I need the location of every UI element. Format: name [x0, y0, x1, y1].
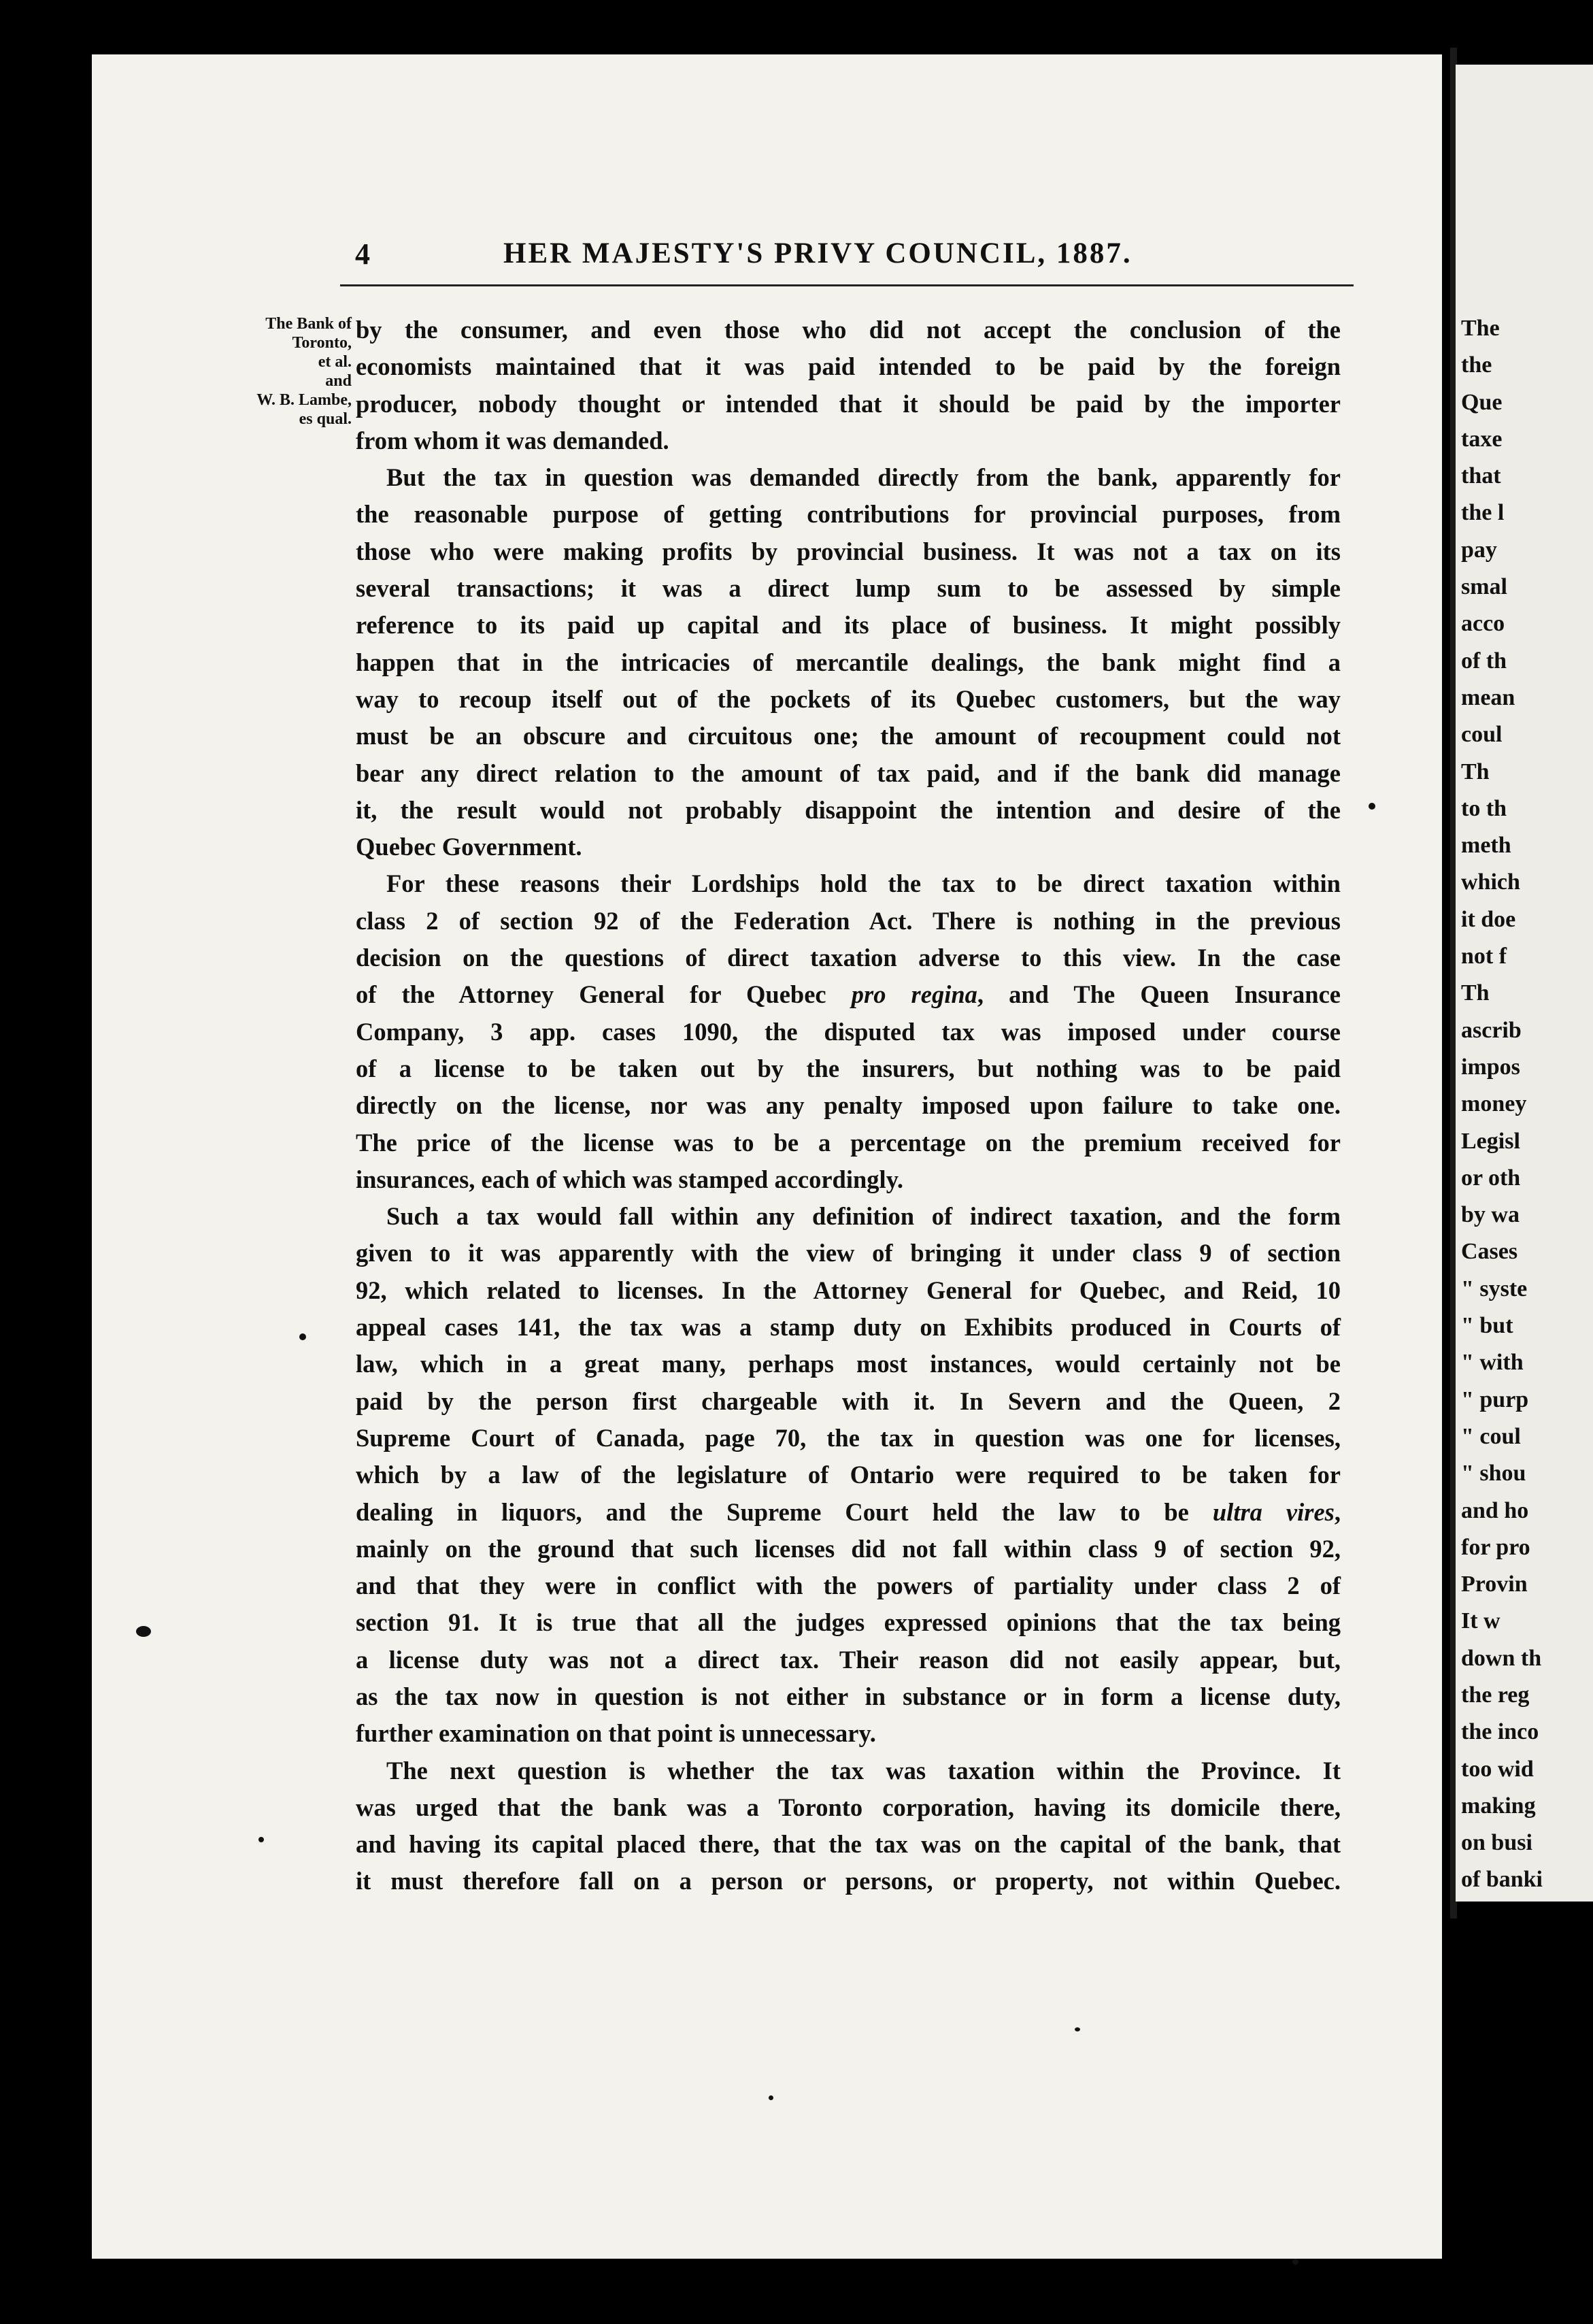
facing-page-line: acco — [1461, 611, 1505, 637]
facing-page-line: mean — [1461, 684, 1515, 710]
facing-page-line: or oth — [1461, 1165, 1521, 1191]
header-rule — [340, 284, 1354, 286]
scan-speck — [1075, 2027, 1080, 2031]
text-line: But the tax in question was demanded directly from the bank, apparently for — [386, 463, 1341, 492]
text-line: Such a tax would fall within any definition of indirect taxation, and the form — [386, 1202, 1341, 1231]
facing-page-line: Que — [1461, 389, 1503, 415]
scan-speck — [136, 1626, 151, 1637]
text-line: appeal cases 141, the tax was a stamp duty on Exhibits produced in Courts of — [356, 1313, 1341, 1342]
text-line: it must therefore fall on a person or persons, or property, not within Quebec. — [356, 1867, 1341, 1895]
text-line: reference to its paid up capital and its place of business. It might possibly — [356, 611, 1341, 640]
text-line: class 2 of section 92 of the Federation Act. There is nothing in the previous — [356, 906, 1341, 935]
text-line: section 91. It is true that all the judges expressed opinions that the tax being — [356, 1608, 1341, 1637]
facing-page-line: too wid — [1461, 1756, 1534, 1782]
facing-page-text — [1461, 310, 1593, 1899]
facing-page-line: meth — [1461, 833, 1511, 859]
text-line: The price of the license was to be a percentage on the premium received for — [356, 1128, 1341, 1157]
facing-page-line: Cases — [1461, 1239, 1518, 1265]
margin-note-line: The Bank of — [265, 315, 352, 333]
text-line: was urged that the bank was a Toronto corporation, having its domicile there, — [356, 1793, 1341, 1821]
facing-page-line: down th — [1461, 1645, 1542, 1671]
text-line: insurances, each of which was stamped accordingly. — [356, 1165, 904, 1193]
text-line: by the consumer, and even those who did not accept the conclusion of the — [356, 316, 1341, 344]
text-line: it, the result would not probably disappoint the intention and desire of the — [356, 795, 1341, 824]
text-line: directly on the license, nor was any penalty imposed upon failure to take one. — [356, 1091, 1341, 1120]
scan-speck — [258, 1837, 264, 1842]
text-line: Quebec Government. — [356, 833, 582, 861]
text-line: must be an obscure and circuitous one; the amount of recoupment could not — [356, 722, 1341, 750]
facing-page-line: by wa — [1461, 1202, 1520, 1228]
facing-page-line: It w — [1461, 1608, 1500, 1634]
facing-page-line: " syste — [1461, 1276, 1528, 1301]
margin-note-line: and — [325, 372, 352, 390]
facing-page-line: for pro — [1461, 1534, 1530, 1560]
text-line: Supreme Court of Canada, page 70, the tax in question was one for licenses, — [356, 1423, 1341, 1452]
facing-page-line: not f — [1461, 944, 1507, 969]
text-line: given to it was apparently with the view of bringing it under class 9 of section — [356, 1239, 1341, 1267]
text-line: 92, which related to licenses. In the Attorney General for Quebec, and Reid, 10 — [356, 1276, 1341, 1304]
text-line: law, which in a great many, perhaps most instances, would certainly not be — [356, 1350, 1341, 1378]
body-text — [356, 312, 1341, 1900]
facing-page-line: " shou — [1461, 1461, 1526, 1487]
margin-note-line: et al. — [318, 353, 352, 371]
facing-page-line: the — [1461, 352, 1492, 378]
text-line: further examination on that point is unnecessary. — [356, 1719, 876, 1748]
facing-page-line: that — [1461, 463, 1501, 489]
scan-speck — [299, 1333, 306, 1340]
text-line: several transactions; it was a direct lump sum to be assessed by simple — [356, 574, 1341, 603]
facing-page-line: Provin — [1461, 1572, 1528, 1597]
running-head: HER MAJESTY'S PRIVY COUNCIL, 1887. — [503, 237, 1133, 269]
text-line: dealing in liquors, and the Supreme Court held the law to be ultra vires, — [356, 1497, 1341, 1526]
text-line: bear any direct relation to the amount of tax paid, and if the bank did manage — [356, 759, 1341, 787]
text-line: paid by the person first chargeable with it. In Severn and the Queen, 2 — [356, 1387, 1341, 1415]
facing-page-line: to th — [1461, 795, 1507, 821]
text-line: For these reasons their Lordships hold the tax to be direct taxation within — [386, 869, 1341, 898]
facing-page-line: of banki — [1461, 1867, 1543, 1893]
facing-page-line: the inco — [1461, 1719, 1539, 1745]
facing-page-line: and ho — [1461, 1497, 1529, 1523]
text-line: the reasonable purpose of getting contributions for provincial purposes, from — [356, 500, 1341, 529]
text-line: Company, 3 app. cases 1090, the disputed tax was imposed under course — [356, 1017, 1341, 1046]
margin-note-line: W. B. Lambe, — [256, 391, 352, 409]
text-line: economists maintained that it was paid intended to be paid by the foreign — [356, 352, 1341, 381]
facing-page-line: " with — [1461, 1350, 1524, 1376]
facing-page-line: pay — [1461, 537, 1497, 563]
margin-note-line: es qual. — [299, 410, 352, 428]
facing-page-line: impos — [1461, 1054, 1520, 1080]
scan-speck — [1369, 803, 1375, 810]
text-line: a license duty was not a direct tax. Their reason did not easily appear, but, — [356, 1645, 1341, 1674]
page-number: 4 — [355, 237, 370, 271]
text-line: those who were making profits by provincial business. It was not a tax on its — [356, 537, 1341, 565]
margin-note — [173, 314, 352, 429]
text-line: The next question is whether the tax was taxation within the Province. It — [386, 1756, 1341, 1784]
facing-page-line: The — [1461, 316, 1500, 341]
text-line: which by a law of the legislature of Ontario were required to be taken for — [356, 1461, 1341, 1489]
facing-page-line: " but — [1461, 1313, 1513, 1339]
text-line: of a license to be taken out by the insurers, but nothing was to be paid — [356, 1054, 1341, 1082]
text-line: and having its capital placed there, that the tax was on the capital of the bank, that — [356, 1830, 1341, 1859]
text-line: of the Attorney General for Quebec pro regina, and The Queen Insurance — [356, 980, 1341, 1009]
facing-page-line: on busi — [1461, 1830, 1532, 1856]
facing-page-line: taxe — [1461, 426, 1503, 452]
scan-speck — [769, 2095, 773, 2100]
facing-page-line: the l — [1461, 500, 1505, 526]
facing-page-line: making — [1461, 1793, 1536, 1819]
facing-page-line: smal — [1461, 574, 1507, 600]
facing-page-line: money — [1461, 1091, 1527, 1117]
facing-page-line: the reg — [1461, 1682, 1530, 1708]
text-line: way to recoup itself out of the pockets of its Quebec customers, but the way — [356, 684, 1341, 713]
facing-page-line: which — [1461, 869, 1520, 895]
text-line: happen that in the intricacies of mercantile dealings, the bank might find a — [356, 648, 1341, 676]
text-line: from whom it was demanded. — [356, 426, 669, 454]
facing-page-line: coul — [1461, 722, 1503, 748]
facing-page-line: it doe — [1461, 906, 1516, 932]
text-line: decision on the questions of direct taxation adverse to this view. In the case — [356, 944, 1341, 972]
facing-page-line: Th — [1461, 980, 1490, 1006]
facing-page-line: " coul — [1461, 1423, 1521, 1449]
text-line: producer, nobody thought or intended that it should be paid by the importer — [356, 389, 1341, 418]
facing-page-line: ascrib — [1461, 1017, 1522, 1043]
text-line: mainly on the ground that such licenses did not fall within class 9 of section 92, — [356, 1534, 1341, 1563]
text-line: and that they were in conflict with the powers of partiality under class 2 of — [356, 1572, 1341, 1600]
scan-speck — [1292, 2259, 1298, 2265]
text-line: as the tax now in question is not either in substance or in form a license duty, — [356, 1682, 1341, 1710]
facing-page-line: Th — [1461, 759, 1490, 784]
margin-note-line: Toronto, — [292, 334, 352, 352]
facing-page-line: of th — [1461, 648, 1507, 674]
facing-page-line: Legisl — [1461, 1128, 1520, 1154]
facing-page-line: " purp — [1461, 1387, 1529, 1412]
